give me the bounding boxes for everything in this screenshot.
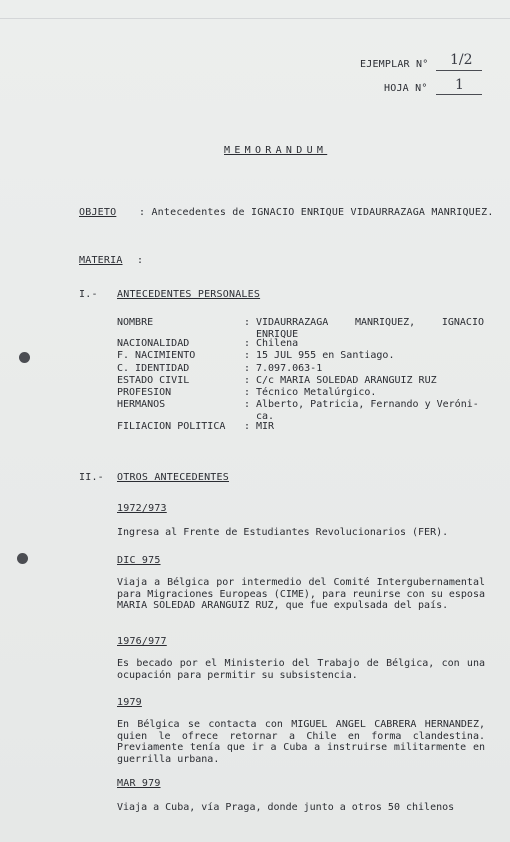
section1-number: I.- — [79, 289, 98, 300]
hoja-value: 1 — [455, 77, 464, 93]
field-value-hermanos: Alberto, Patricia, Fernando y Veróni-ca. — [256, 399, 479, 422]
field-value-identidad: 7.097.063-1 — [256, 363, 323, 374]
field-colon: : — [244, 363, 251, 374]
field-value-profesion: Técnico Metalúrgico. — [256, 387, 377, 398]
field-colon: : — [244, 350, 251, 361]
entry-text: Es becado por el Ministerio del Trabajo de Bélgica, con una ocupación para permitir su subsistencia. — [117, 658, 485, 681]
entry-date: 1976/977 — [117, 636, 167, 647]
field-colon: : — [244, 387, 251, 398]
ejemplar-blank — [436, 70, 482, 71]
entry-text: Viaja a Bélgica por intermedio del Comité Intergubernamental para Migraciones Europeas (CIME), para reunirse con su esposa MARIA SOLEDAD ARANGUIZ RUZ, que fue expulsada del país. — [117, 577, 485, 611]
field-label-estado-civil: ESTADO CIVIL — [117, 375, 190, 386]
field-colon: : — [244, 399, 251, 410]
field-value-estado-civil: C/c MARIA SOLEDAD ARANGUIZ RUZ — [256, 375, 437, 386]
entry-date: DIC 975 — [117, 555, 161, 566]
field-value-nombre: VIDAURRAZAGA MANRIQUEZ, IGNACIO ENRIQUE — [256, 317, 484, 340]
field-colon: : — [244, 375, 251, 386]
field-label-hermanos: HERMANOS — [117, 399, 166, 410]
field-colon: : — [244, 421, 251, 432]
section2-title: OTROS ANTECEDENTES — [117, 472, 229, 483]
field-label-nacimiento: F. NACIMIENTO — [117, 350, 196, 361]
field-value-nacimiento: 15 JUL 955 en Santiago. — [256, 350, 395, 361]
punch-hole-top — [19, 352, 30, 363]
field-colon: : — [244, 317, 251, 328]
ejemplar-label: EJEMPLAR N° — [360, 59, 429, 70]
entry-date: MAR 979 — [117, 778, 161, 789]
field-label-identidad: C. IDENTIDAD — [117, 363, 190, 374]
entry-date: 1979 — [117, 697, 142, 708]
entry-date: 1972/973 — [117, 503, 167, 514]
objeto-label: OBJETO — [79, 207, 117, 218]
entry-text: En Bélgica se contacta con MIGUEL ANGEL CABRERA HERNANDEZ, quien le ofrece retornar a Chile en forma clandestina. Previamente tenía que ir a Cuba a instruirse militarmente en guerrilla urbana. — [117, 719, 485, 765]
entry-text: Viaja a Cuba, vía Praga, donde junto a otros 50 chilenos — [117, 802, 455, 813]
section2-number: II.- — [79, 472, 104, 483]
scan-edge — [0, 18, 510, 19]
section1-title: ANTECEDENTES PERSONALES — [117, 289, 261, 300]
field-value-nacionalidad: Chilena — [256, 338, 299, 349]
hoja-label: HOJA N° — [384, 83, 428, 94]
field-colon: : — [244, 338, 251, 349]
ejemplar-value: 1/2 — [450, 52, 473, 68]
field-value-filiacion: MIR — [256, 421, 275, 432]
field-label-nombre: NOMBRE — [117, 317, 154, 328]
field-label-filiacion: FILIACION POLITICA — [117, 421, 226, 432]
field-label-nacionalidad: NACIONALIDAD — [117, 338, 190, 349]
hoja-blank — [436, 94, 482, 95]
materia-colon: : — [137, 255, 144, 266]
punch-hole-bottom — [17, 553, 28, 564]
materia-label: MATERIA — [79, 255, 123, 266]
objeto-text: : Antecedentes de IGNACIO ENRIQUE VIDAURRAZAGA MANRIQUEZ. — [139, 207, 494, 218]
field-label-profesion: PROFESION — [117, 387, 172, 398]
entry-text: Ingresa al Frente de Estudiantes Revolucionarios (FER). — [117, 527, 449, 538]
memo-title: MEMORANDUM — [224, 145, 328, 156]
